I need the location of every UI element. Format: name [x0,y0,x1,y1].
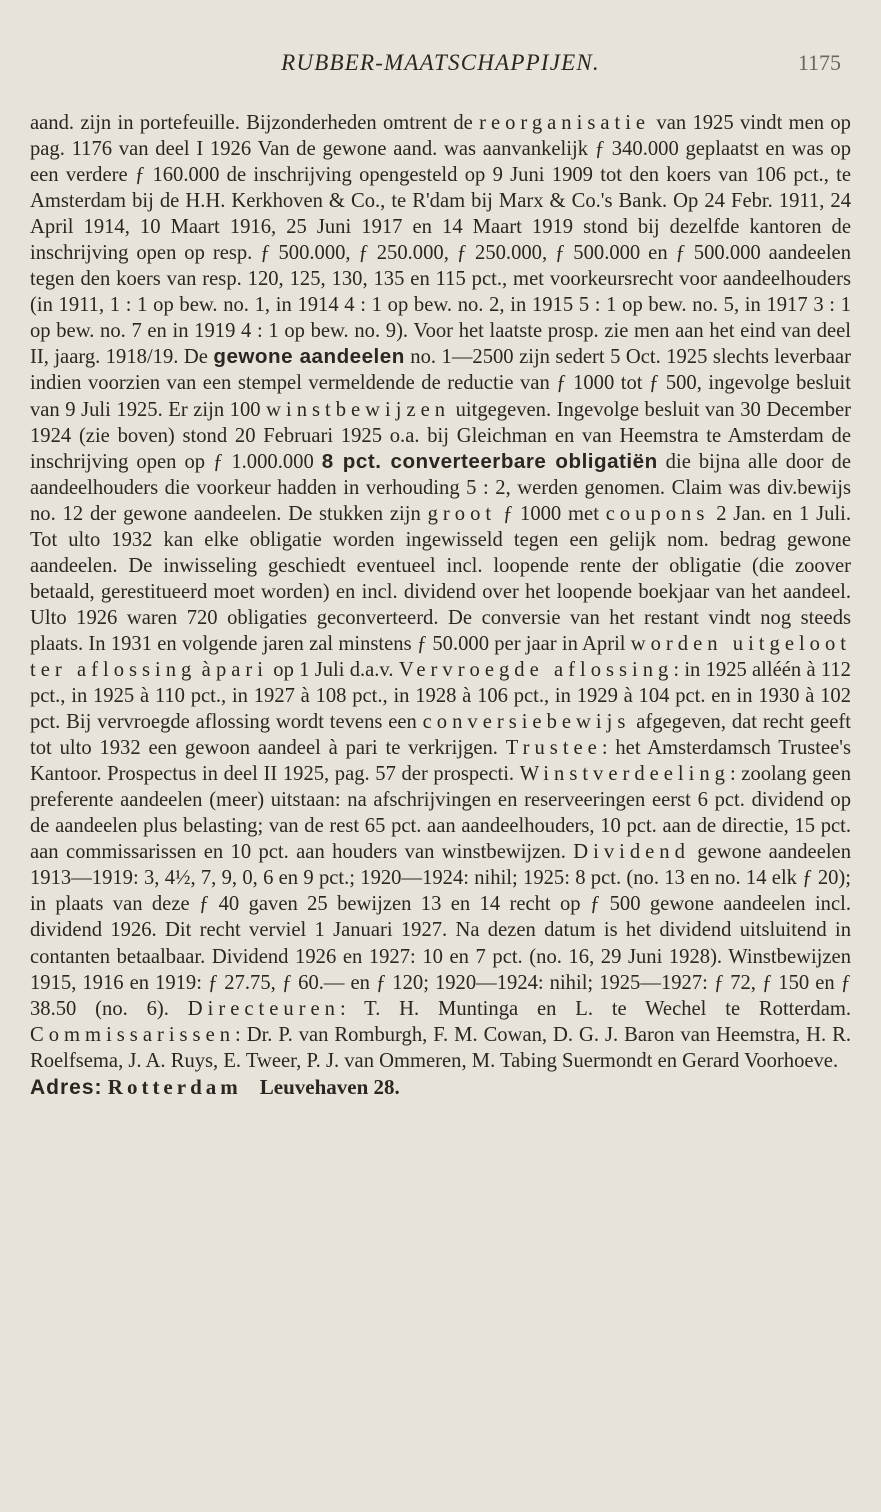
spaced-term-directeuren: Directeuren [187,997,340,1020]
text-run: ƒ 1000 met [496,502,606,525]
spaced-term-winstbewijzen: winstbewijzen [266,398,451,421]
running-title: RUBBER-MAATSCHAPPIJEN. [281,50,600,75]
body-text [30,110,851,1101]
text-run: afgegeven, dat recht geeft tot ulto 1932 een gewoon aandeel à pari te verkrijgen. [30,711,851,760]
spaced-term-uitgeloot: worden uitgeloot ter aflossing [30,632,851,681]
address-street: Leuvehaven 28. [259,1074,400,1099]
page-header [30,50,851,90]
text-run: no. 1—2500 zijn sedert 5 Oct. 1925 slechts leverbaar indien voorzien van een stempel vermeldende de reductie van ƒ 1000 tot ƒ 500, ingevolge besluit van 9 Juli 1925. Er zijn 100 [30,346,851,421]
spaced-term-commissarissen: Commissarissen [30,1023,236,1046]
text-run: gewone aandeelen 1913—1919: 3, 4½, 7, 9, 0, 6 en 9 pct.; 1920—1924: nihil; 1925: 8 pct. (no. 13 en no. 14 elk ƒ 20); in plaats van deze ƒ 40 gaven 25 bewijzen 13 en 14 recht op ƒ 500 gewone aandeelen incl. dividend 1926. Dit recht verviel 1 Januari 1927. Na dezen datum is het dividend uitsluitend in contanten betaalbaar. Dividend 1926 en 1927: 10 en 7 pct. (no. 16, 29 Juni 1928). Winstbewijzen 1915, 1916 en 1919: ƒ 27.75, ƒ 60.— en ƒ 120; 1920—1924: nihil; 1925—1927: ƒ 72, ƒ 150 en ƒ 38.50 (no. 6). [30,841,851,1020]
text-run: : T. H. Muntinga en L. te Wechel te Rotterdam. [339,997,851,1020]
spaced-term-reorganisatie: reorganisatie [479,112,651,134]
text-run: uitgegeven. Ingevolge besluit van 30 December 1924 (zie boven) stond 20 Februari 1925 o.a. bij Gleichman en van Heemstra te Amsterdam de inschrijving open op ƒ 1.000.000 [30,398,851,473]
text-run: aand. zijn in portefeuille. Bijzonderheden omtrent de [30,112,480,134]
spaced-term-conversiebewijs: conversiebewijs [422,711,631,734]
text-run: : zoolang geen preferente aandeelen (meer) uitstaan: na afschrijvingen en reserveeringen eerst 6 pct. dividend op de aandeelen plus belasting; van de rest 65 pct. aan aandeelhouders, 10 pct. aan de directie, 15 pct. aan commissarissen en 10 pct. aan houders van winstbewijzen. [30,763,851,864]
spaced-term-trustee: Trustee [505,737,602,760]
spaced-term-groot: groot [427,502,497,525]
text-run: : in 1925 alléén à 112 pct., in 1925 à 110 pct., in 1927 à 108 pct., in 1928 à 106 pct., in 1929 à 104 pct. en in 1930 à 102 pct. Bij vervroegde aflossing wordt tevens een [30,658,851,734]
spaced-term-coupons: coupons [605,502,710,525]
address-label: Adres: [30,1075,103,1099]
text-run: à [196,658,216,681]
address-line [30,1074,851,1101]
spaced-term-pari: pari [216,658,269,681]
page-number: 1175 [797,50,841,75]
address-city: Rotterdam [107,1074,242,1099]
text-run: die bijna alle door de aandeelhouders die voorkeur hadden in verhouding 5 : 2, werden genomen. Claim was div.bewijs no. 12 der gewone aandeelen. De stukken zijn [30,450,851,525]
text-run: op 1 Juli d.a.v. [268,658,399,681]
text-run: 2 Jan. en 1 Juli. Tot ulto 1932 kan elke obligatie worden ingewisseld tegen een gelijk nom. bedrag gewone aandeelen. De inwisseling geschiedt eventueel incl. loopende rente der obligatie (die zoover betaald, gerestitueerd moet worden) en incl. dividend over het loopende boekjaar van het aandeel. Ulto 1926 waren 720 obligaties geconverteerd. De conversie van het restant vindt nog steeds plaats. In 1931 en volgende jaren zal minstens ƒ 50.000 per jaar in April [30,502,851,655]
text-run: : het Amsterdamsch Trustee's Kantoor. Prospectus in deel II 1925, pag. 57 der prospecti. [30,737,851,786]
bold-term-obligaties: 8 pct. converteerbare obligatiën [321,449,658,473]
bold-term-gewone-aandeelen: gewone aandeelen [213,345,405,369]
text-run: van 1925 vindt men op pag. 1176 van deel I 1926 Van de gewone aand. was aanvankelijk ƒ 340.000 geplaatst en was op een verdere ƒ 160.000 de inschrijving opengesteld op 9 Juni 1909 tot den koers van 106 pct., te Amsterdam bij de H.H. Kerkhoven & Co., te R'dam bij Marx & Co.'s Bank. Op 24 Febr. 1911, 24 April 1914, 10 Maart 1916, 25 Juni 1917 en 14 Maart 1919 stond bij dezelfde kantoren de inschrijving open op resp. ƒ 500.000, ƒ 250.000, ƒ 250.000, ƒ 500.000 en ƒ 500.000 aandeelen tegen den koers van resp. 120, 125, 130, 135 en 115 pct., met voorkeursrecht voor aandeelhouders (in 1911, 1 : 1 op bew. no. 1, in 1914 4 : 1 op bew. no. 2, in 1915 5 : 1 op bew. no. 5, in 1917 3 : 1 op bew. no. 7 en in 1919 4 : 1 op bew. no. 9). Voor het laatste prosp. zie men aan het eind van deel II, jaarg. 1918/19. De [30,112,851,369]
spaced-term-winstverdeeling: Winstverdeeling [519,763,730,786]
spaced-term-dividend: Dividend [573,841,690,864]
text-run: : Dr. P. van Romburgh, F. M. Cowan, D. G. J. Baron van Heemstra, H. R. Roelfsema, J. A. Ruys, E. Tweer, P. J. van Ommeren, M. Tabing Suermondt en Gerard Voorhoeve. [30,1023,851,1072]
spaced-term-vervroegde-aflossing: Vervroegde aflossing [398,658,674,681]
company-paragraph [30,110,851,1074]
